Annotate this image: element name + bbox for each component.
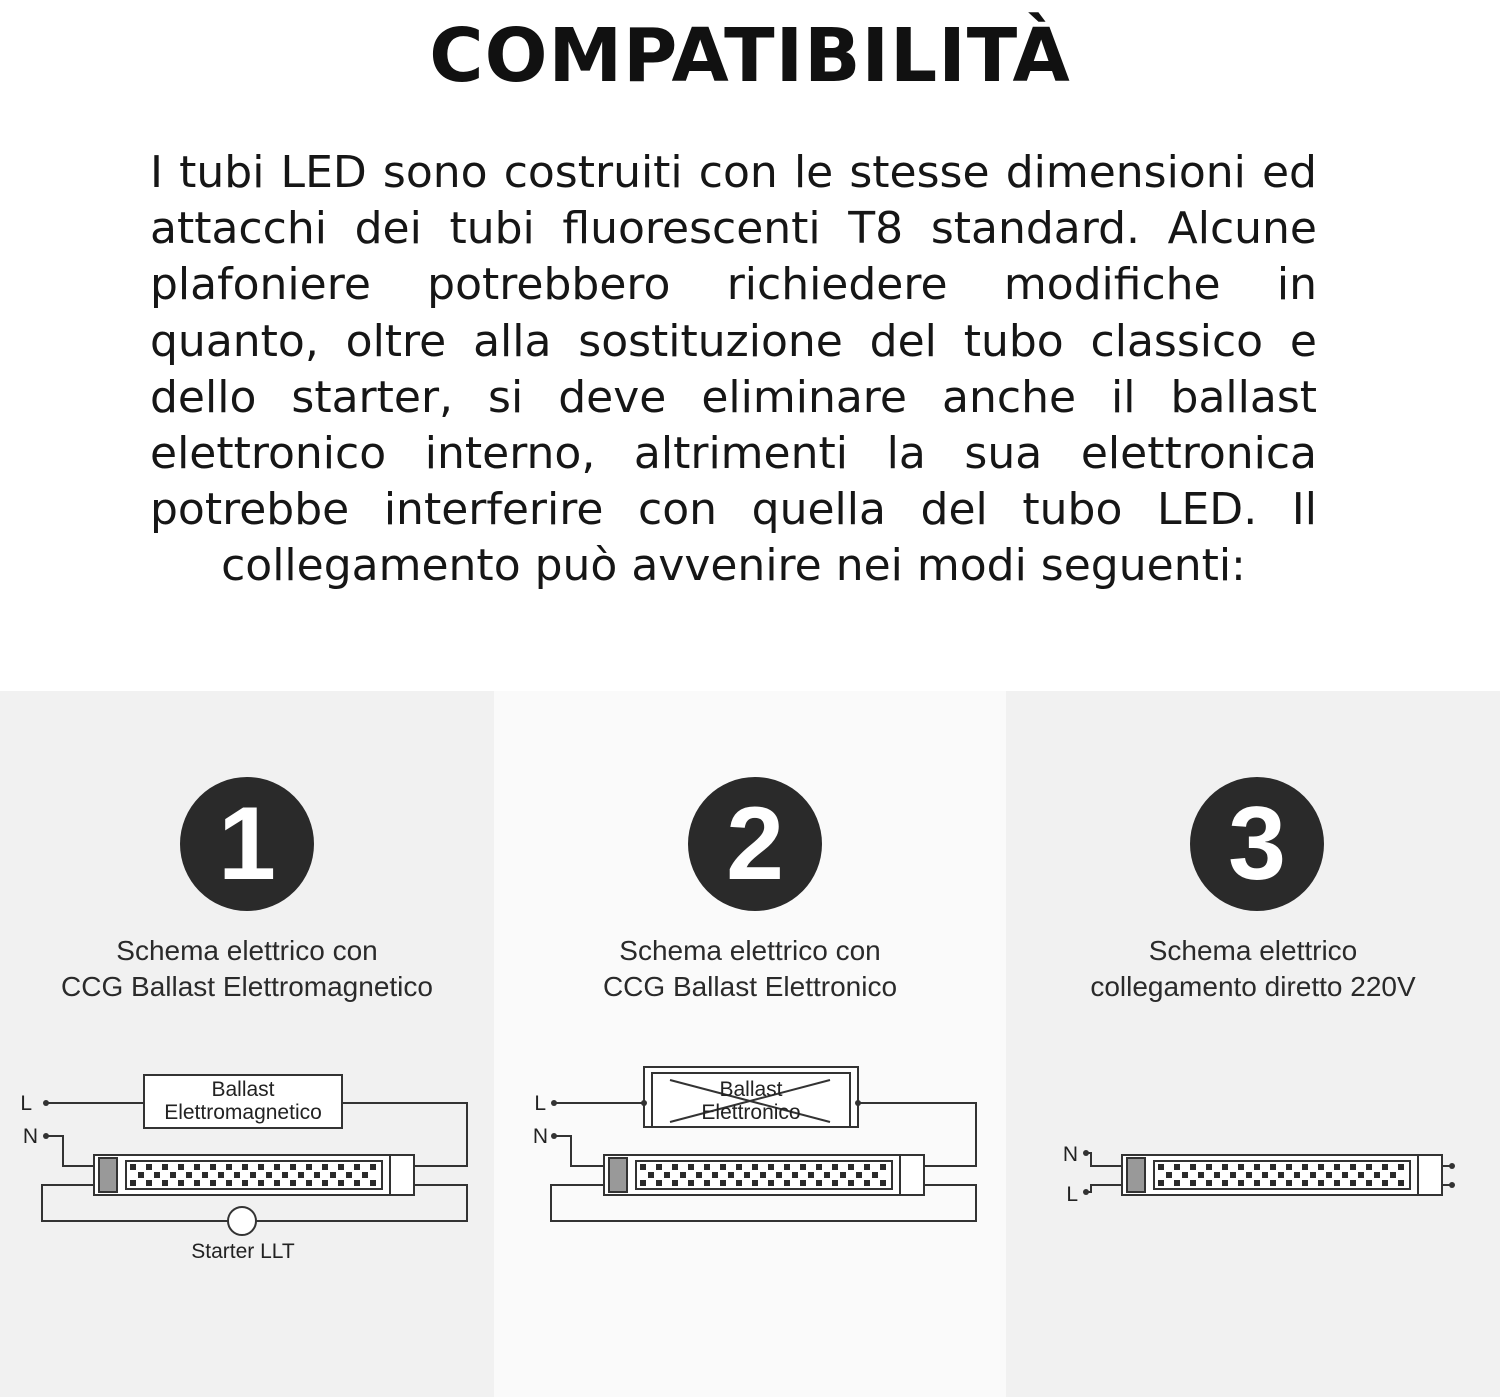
led-chip (1254, 1180, 1260, 1186)
led-chip (1158, 1180, 1164, 1186)
led-chip (226, 1180, 232, 1186)
led-chip (194, 1180, 200, 1186)
led-chip (354, 1164, 360, 1170)
led-chip (1350, 1164, 1356, 1170)
led-chip (1238, 1180, 1244, 1186)
wiring-diagram-1 (0, 691, 494, 1397)
led-chip (736, 1164, 742, 1170)
step-number-2: 2 (688, 777, 822, 911)
led-chip (736, 1180, 742, 1186)
led-chip (234, 1172, 240, 1178)
led-chip (856, 1172, 862, 1178)
led-chip (656, 1164, 662, 1170)
panel-3-caption-line2: collegamento diretto 220V (1090, 971, 1416, 1002)
led-chip (322, 1180, 328, 1186)
led-chip (1326, 1172, 1332, 1178)
led-chip (1398, 1164, 1404, 1170)
led-chip (338, 1164, 344, 1170)
wiring-diagram-3 (1006, 691, 1500, 1397)
panel-1 (0, 691, 494, 1397)
led-chip (1166, 1172, 1172, 1178)
led-chip (744, 1172, 750, 1178)
led-chip (138, 1172, 144, 1178)
ballast-label-line1: Ballast (211, 1078, 275, 1101)
led-chip (330, 1172, 336, 1178)
led-chip (792, 1172, 798, 1178)
led-chip (1238, 1164, 1244, 1170)
led-chip (346, 1172, 352, 1178)
led-chip (1366, 1164, 1372, 1170)
led-chip (1318, 1164, 1324, 1170)
led-chip (226, 1164, 232, 1170)
led-chip (154, 1172, 160, 1178)
led-chip (880, 1180, 886, 1186)
led-chip (672, 1164, 678, 1170)
led-chip (186, 1172, 192, 1178)
led-chip (688, 1180, 694, 1186)
led-chip (1246, 1172, 1252, 1178)
led-chip (1350, 1180, 1356, 1186)
label-l: L (534, 1092, 546, 1115)
ballast-label-line2: Elettronico (701, 1101, 801, 1124)
led-chip (130, 1180, 136, 1186)
led-chip (218, 1172, 224, 1178)
led-chip (1342, 1172, 1348, 1178)
led-chip (258, 1180, 264, 1186)
led-chip (824, 1172, 830, 1178)
led-chip (242, 1164, 248, 1170)
led-chip (640, 1164, 646, 1170)
led-chip (274, 1180, 280, 1186)
led-chip (370, 1164, 376, 1170)
led-chip (170, 1172, 176, 1178)
led-chip (1190, 1164, 1196, 1170)
page-title: COMPATIBILITÀ (429, 13, 1071, 99)
led-chip (178, 1164, 184, 1170)
led-chip (1302, 1180, 1308, 1186)
led-chip (1182, 1172, 1188, 1178)
led-chip (266, 1172, 272, 1178)
step-number-3: 3 (1190, 777, 1324, 911)
led-chip (800, 1180, 806, 1186)
panel-2 (494, 691, 1006, 1397)
led-chip (1174, 1164, 1180, 1170)
led-chip (1382, 1164, 1388, 1170)
led-chip (258, 1164, 264, 1170)
led-chip (784, 1164, 790, 1170)
led-chip (800, 1164, 806, 1170)
led-chip (704, 1164, 710, 1170)
panel-3-caption-line1: Schema elettrico (1148, 935, 1358, 966)
label-n: N (1062, 1143, 1078, 1166)
led-chip (202, 1172, 208, 1178)
led-chip (1190, 1180, 1196, 1186)
led-chip (696, 1172, 702, 1178)
led-chip (1318, 1180, 1324, 1186)
led-chip (1390, 1172, 1396, 1178)
led-chip (816, 1180, 822, 1186)
led-chip (880, 1164, 886, 1170)
led-chip (210, 1164, 216, 1170)
led-chip (338, 1180, 344, 1186)
ballast-label-line2: Elettromagnetico (164, 1101, 322, 1124)
led-chip (1270, 1164, 1276, 1170)
led-chip (832, 1180, 838, 1186)
led-chip (354, 1180, 360, 1186)
led-chip (1286, 1164, 1292, 1170)
led-chip (648, 1172, 654, 1178)
led-chip (760, 1172, 766, 1178)
led-chip (1198, 1172, 1204, 1178)
led-chip (872, 1172, 878, 1178)
led-chip (1382, 1180, 1388, 1186)
led-chip (768, 1164, 774, 1170)
led-chip (1206, 1164, 1212, 1170)
led-chip (752, 1180, 758, 1186)
led-chip (1206, 1180, 1212, 1186)
led-chip (290, 1180, 296, 1186)
led-chip (784, 1180, 790, 1186)
led-chip (306, 1164, 312, 1170)
led-chip (178, 1180, 184, 1186)
led-chip (1366, 1180, 1372, 1186)
led-chip (298, 1172, 304, 1178)
led-chip (274, 1164, 280, 1170)
led-chip (1398, 1180, 1404, 1186)
led-chip (768, 1180, 774, 1186)
led-chip (362, 1172, 368, 1178)
led-chip (848, 1164, 854, 1170)
led-chip (1358, 1172, 1364, 1178)
led-chip (1230, 1172, 1236, 1178)
panel-2-caption-line1: Schema elettrico con (619, 935, 881, 966)
led-chip (1222, 1180, 1228, 1186)
led-chip (864, 1180, 870, 1186)
panel-1-caption-line1: Schema elettrico con (116, 935, 378, 966)
led-chip (1222, 1164, 1228, 1170)
label-n: N (532, 1125, 548, 1148)
led-chip (242, 1180, 248, 1186)
starter-label: Starter LLT (191, 1240, 295, 1263)
led-chip (720, 1164, 726, 1170)
led-chip (162, 1180, 168, 1186)
panel-2-caption-line2: CCG Ballast Elettronico (602, 971, 898, 1002)
led-chip (210, 1180, 216, 1186)
led-chip (840, 1172, 846, 1178)
led-chip (1270, 1180, 1276, 1186)
led-chip (752, 1164, 758, 1170)
led-chip (290, 1164, 296, 1170)
led-chip (1310, 1172, 1316, 1178)
led-chip (704, 1180, 710, 1186)
led-chip (728, 1172, 734, 1178)
led-chip (776, 1172, 782, 1178)
led-chip (808, 1172, 814, 1178)
led-chip (672, 1180, 678, 1186)
led-chip (1286, 1180, 1292, 1186)
led-chip (680, 1172, 686, 1178)
led-chip (1254, 1164, 1260, 1170)
led-chip (1334, 1180, 1340, 1186)
label-n: N (22, 1125, 38, 1148)
led-chip (1214, 1172, 1220, 1178)
led-chip (1174, 1180, 1180, 1186)
led-chip (664, 1172, 670, 1178)
led-chip (162, 1164, 168, 1170)
ballast-label-line1: Ballast (719, 1078, 783, 1101)
led-chip (1158, 1164, 1164, 1170)
panel-1-caption-line2: CCG Ballast Elettromagnetico (61, 971, 433, 1002)
led-chip (250, 1172, 256, 1178)
led-chip (1302, 1164, 1308, 1170)
led-chip (640, 1180, 646, 1186)
led-chip (282, 1172, 288, 1178)
intro-paragraph: I tubi LED sono costruiti con le stesse dimensioni ed attacchi dei tubi fluorescenti T8 standard. Alcune plafoniere potrebbero richiedere modifiche in quanto, oltre alla sostituzione del tubo classico e dello starter, si deve eliminare anche il ballast elettronico interno, altrimenti la sua elettronica potrebbe interferire con quella del tubo LED. Il collegamento può avvenire nei modi seguenti: (150, 147, 1317, 592)
led-chip (712, 1172, 718, 1178)
led-chip (146, 1180, 152, 1186)
led-chip (146, 1164, 152, 1170)
led-chip (848, 1180, 854, 1186)
step-number-1: 1 (180, 777, 314, 911)
led-chip (832, 1164, 838, 1170)
wiring-diagram-2 (494, 691, 1006, 1397)
led-chip (1278, 1172, 1284, 1178)
panel-3 (1006, 691, 1500, 1397)
led-chip (864, 1164, 870, 1170)
led-chip (314, 1172, 320, 1178)
led-chip (656, 1180, 662, 1186)
led-chip (688, 1164, 694, 1170)
led-chip (816, 1164, 822, 1170)
led-chip (306, 1180, 312, 1186)
led-chip (1262, 1172, 1268, 1178)
label-l: L (1066, 1183, 1078, 1206)
led-chip (322, 1164, 328, 1170)
led-chip (720, 1180, 726, 1186)
led-chip (1294, 1172, 1300, 1178)
led-chip (194, 1164, 200, 1170)
led-chip (1334, 1164, 1340, 1170)
led-chip (130, 1164, 136, 1170)
led-chip (1374, 1172, 1380, 1178)
label-l: L (20, 1092, 32, 1115)
led-chip (370, 1180, 376, 1186)
